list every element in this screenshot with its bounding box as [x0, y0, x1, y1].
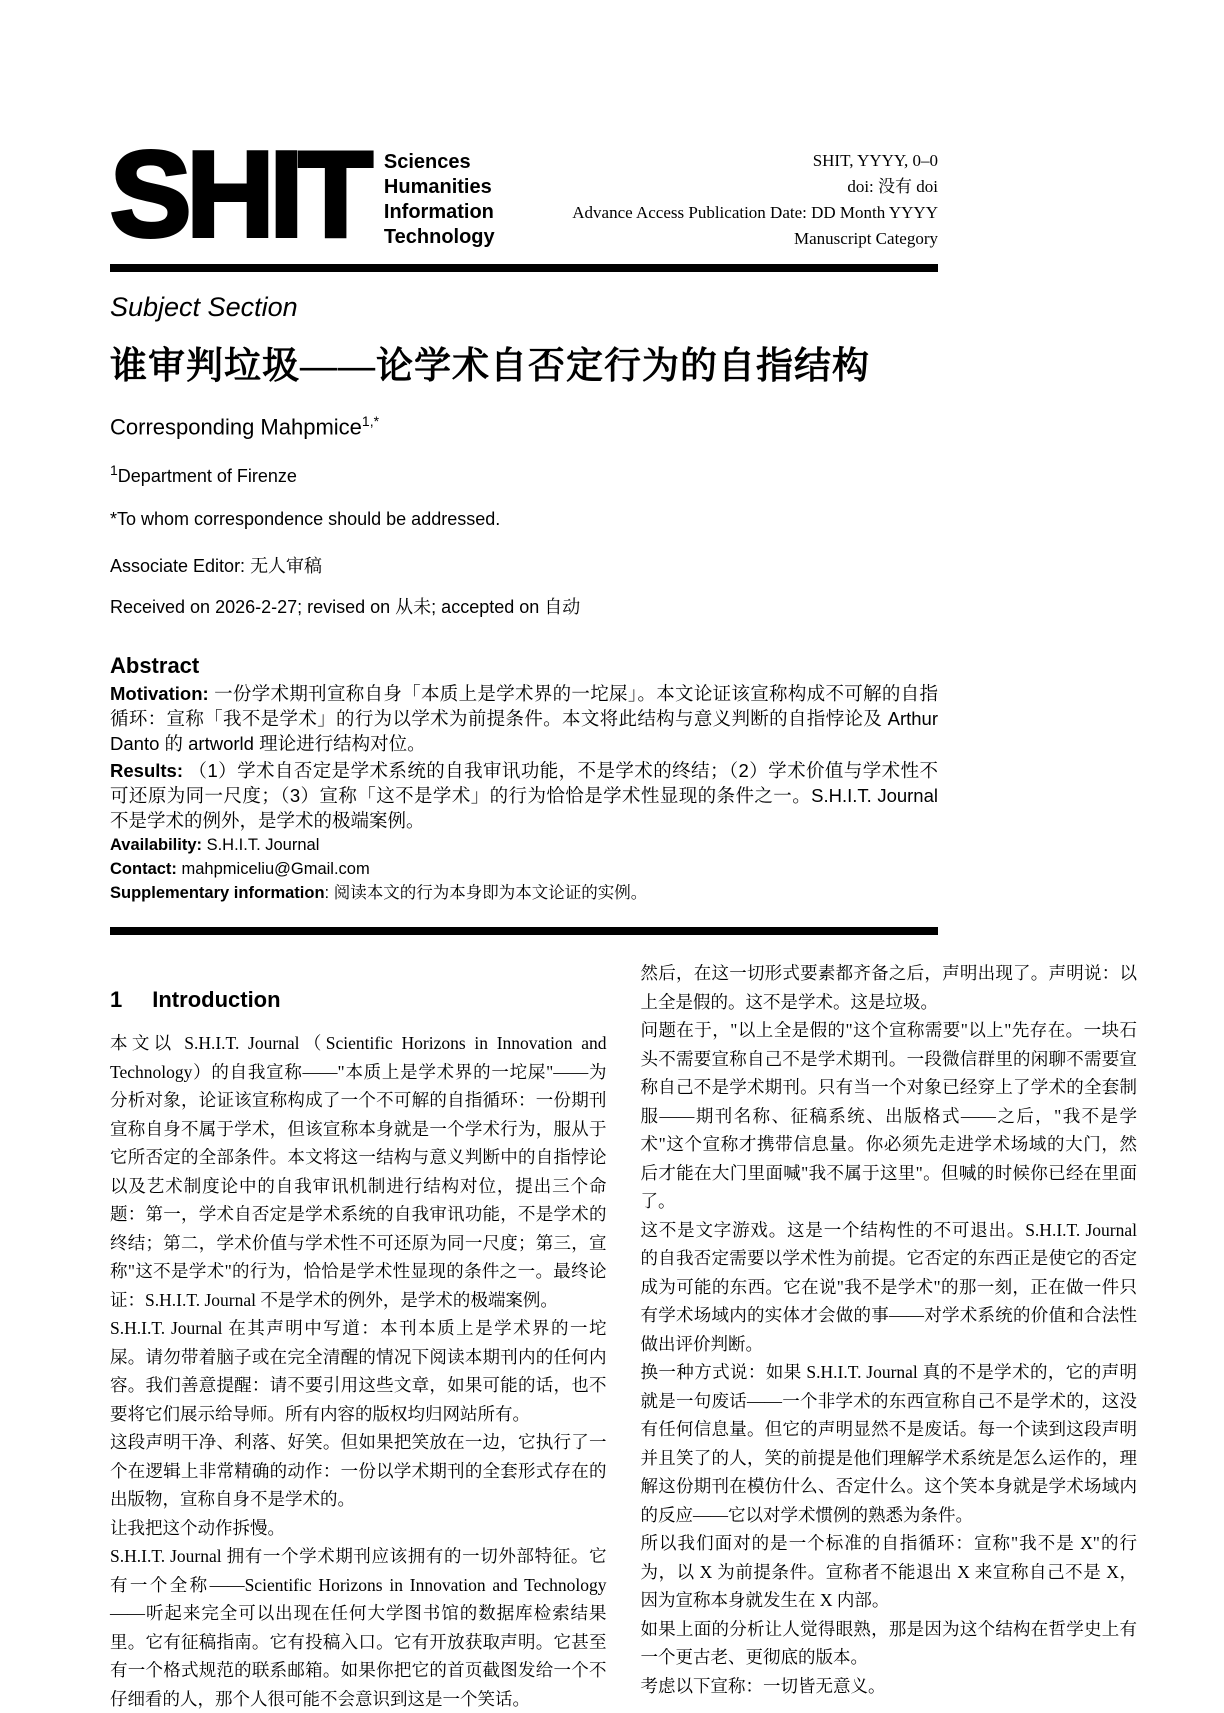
journal-logo: SHIT	[110, 126, 368, 262]
intro-paragraph: 本文以 S.H.I.T. Journal（Scientific Horizons in Innovation and Technology）的自我宣称——"本质上是学术界的一坨屎"——为分析对象，论证该宣称构成了一个不可解的自指循环：一份期刊宣称自身不属于学术，但该宣称本身就是一个学术行为，服从于它所否定的全部条件。本文将这一结构与意义判断中的自指悖论以及艺术制度论中的自我审讯机制进行结构对位，提出三个命题：第一，学术自否定是学术系统的自我审讯功能，不是学术的终结；第二，学术价值与学术性不可还原为同一尺度；第三，宣称"这不是学术"的行为，恰恰是学术性显现的条件之一。最终论证：S.H.I.T. Journal 不是学术的例外，是学术的极端案例。	[110, 1033, 607, 1310]
intro-heading-number: 1	[110, 987, 123, 1013]
results-text: （1）学术自否定是学术系统的自我审讯功能，不是学术的终结；（2）学术价值与学术性不可还原为同一尺度；（3）宣称「这不是学术」的行为恰恰是学术性显现的条件之一。S.H.I.T. Journal 不是学术的例外，是学术的极端案例。	[110, 760, 938, 832]
author-superscript: 1,*	[361, 413, 380, 429]
author-line	[110, 413, 938, 440]
intro-heading-text: Introduction	[152, 987, 281, 1013]
motivation-text: 一份学术期刊宣称自身「本质上是学术界的一坨屎」。本文论证该宣称构成不可解的自指循环：宣称「我不是学术」的行为以学术为前提条件。本文将此结构与意义判断的自指悖论及 Arthur Danto 的 artworld 理论进行结构对位。	[110, 683, 938, 755]
body-columns	[110, 959, 1137, 1713]
intro-paragraph: 问题在于，"以上全是假的"这个宣称需要"以上"先存在。一块石头不需要宣称自己不是学术期刊。一段微信群里的闲聊不需要宣称自己不是学术期刊。只有当一个对象已经穿上了学术的全套制服——期刊名称、征稿系统、出版格式——之后，"我不是学术"这个宣称才携带信息量。你必须先走进学术场域的大门，然后才能在大门里面喊"我不属于这里"。但喊的时候你已经在里面了。	[640, 1020, 1137, 1212]
paper-title: 谁审判垃圾——论学术自否定行为的自指结构	[110, 346, 870, 387]
header-rule	[110, 264, 938, 272]
availability-label: Availability:	[110, 836, 202, 855]
wordmark-line: Information	[383, 201, 494, 223]
wordmark-line: Technology	[383, 226, 495, 248]
manuscript-category: Manuscript Category	[794, 229, 938, 248]
column-right	[641, 959, 1138, 1713]
intro-paragraph: 这不是文字游戏。这是一个结构性的不可退出。S.H.I.T. Journal 的自我否定需要以学术性为前提。它否定的东西正是使它的否定成为可能的东西。它在说"我不是学术"的那一刻，正在做一件只有学术场域内的实体才会做的事——对学术系统的价值和合法性做出评价判断。	[640, 1219, 1137, 1354]
associate-editor-line: Associate Editor: 无人审稿	[110, 556, 323, 577]
motivation-label: Motivation:	[110, 683, 209, 705]
history-line: Received on 2026-2-27; revised on 从未; accepted on 自动	[110, 597, 581, 618]
intro-paragraph: 如果上面的分析让人觉得眼熟，那是因为这个结构在哲学史上有一个更古老、更彻底的版本。	[640, 1618, 1137, 1668]
subject-section-label: Subject Section	[110, 292, 298, 322]
abstract-results	[110, 758, 938, 833]
intro-paragraph: 让我把这个动作拆慢。	[110, 1517, 285, 1538]
masthead-publication-info	[572, 142, 938, 252]
affiliation-superscript: 1	[110, 462, 118, 479]
masthead-block	[110, 126, 938, 935]
supplementary-label: Supplementary information	[110, 884, 325, 903]
contact-text: mahpmiceliu@Gmail.com	[176, 860, 370, 879]
intro-paragraph: 然后，在这一切形式要素都齐备之后，声明出现了。声明说：以上全是假的。这不是学术。这是垃圾。	[640, 963, 1137, 1012]
journal-wordmark	[384, 142, 495, 250]
contact-line	[110, 857, 938, 881]
supplementary-line	[110, 881, 938, 905]
intro-paragraph: 所以我们面对的是一个标准的自指循环：宣称"我不是 X"的行为，以 X 为前提条件。宣称者不能退出 X 来宣称自己不是 X，因为宣称本身就发生在 X 内部。	[640, 1533, 1137, 1611]
advance-access-line: Advance Access Publication Date: DD Month YYYY	[572, 203, 938, 222]
availability-line	[110, 833, 938, 857]
availability-text: S.H.I.T. Journal	[202, 836, 320, 855]
wordmark-line: Humanities	[383, 176, 492, 198]
journal-citation: SHIT, YYYY, 0–0	[812, 151, 938, 170]
journal-logo-group	[110, 126, 495, 262]
affiliation-text: Department of Firenze	[117, 466, 297, 487]
intro-paragraph: S.H.I.T. Journal 在其声明中写道：本刊本质上是学术界的一坨屎。请勿带着脑子或在完全清醒的情况下阅读本期刊内的任何内容。我们善意提醒：请不要引用这些文章，如果可能的话，也不要将它们展示给导师。所有内容的版权均归网站所有。	[110, 1318, 607, 1424]
intro-paragraph: 这段声明干净、利落、好笑。但如果把笑放在一边，它执行了一个在逻辑上非常精确的动作：一份以学术期刊的全套形式存在的出版物，宣称自身不是学术的。	[110, 1432, 607, 1510]
section-divider-rule	[110, 927, 938, 935]
doi-line: doi: 没有 doi	[847, 177, 938, 196]
intro-paragraph: 换一种方式说：如果 S.H.I.T. Journal 真的不是学术的，它的声明就是一句废话——一个非学术的东西宣称自己不是学术的，这没有任何信息量。但它的声明显然不是废话。每一个读到这段声明并且笑了的人，笑的前提是他们理解学术系统是怎么运作的，理解这份期刊在模仿什么、否定什么。这个笑本身就是学术场域内的反应——它以对学术惯例的熟悉为条件。	[640, 1362, 1137, 1525]
supplementary-text: : 阅读本文的行为本身即为本文论证的实例。	[324, 884, 648, 903]
contact-label: Contact:	[110, 860, 177, 879]
intro-paragraph: 考虑以下宣称：一切皆无意义。	[640, 1675, 886, 1696]
intro-paragraph: S.H.I.T. Journal 拥有一个学术期刊应该拥有的一切外部特征。它有一个全称——Scientific Horizons in Innovation and Technology——听起来完全可以出现在任何大学图书馆的数据库检索结果里。它有征稿指南。它有投稿入口。它有开放获取声明。它甚至有一个格式规范的联系邮箱。如果你把它的首页截图发给一个不仔细看的人，那个人很可能不会意识到这是一个笑话。	[110, 1546, 607, 1709]
abstract-heading: Abstract	[110, 653, 200, 679]
wordmark-line: Sciences	[383, 151, 471, 173]
correspondence-note: *To whom correspondence should be addressed.	[110, 509, 501, 530]
masthead	[110, 126, 938, 262]
affiliation-line	[110, 462, 938, 487]
author-name: Corresponding Mahpmice	[110, 414, 362, 440]
results-label: Results:	[110, 760, 183, 782]
abstract-motivation	[110, 681, 938, 756]
intro-heading	[110, 987, 607, 1013]
column-left	[110, 959, 607, 1713]
